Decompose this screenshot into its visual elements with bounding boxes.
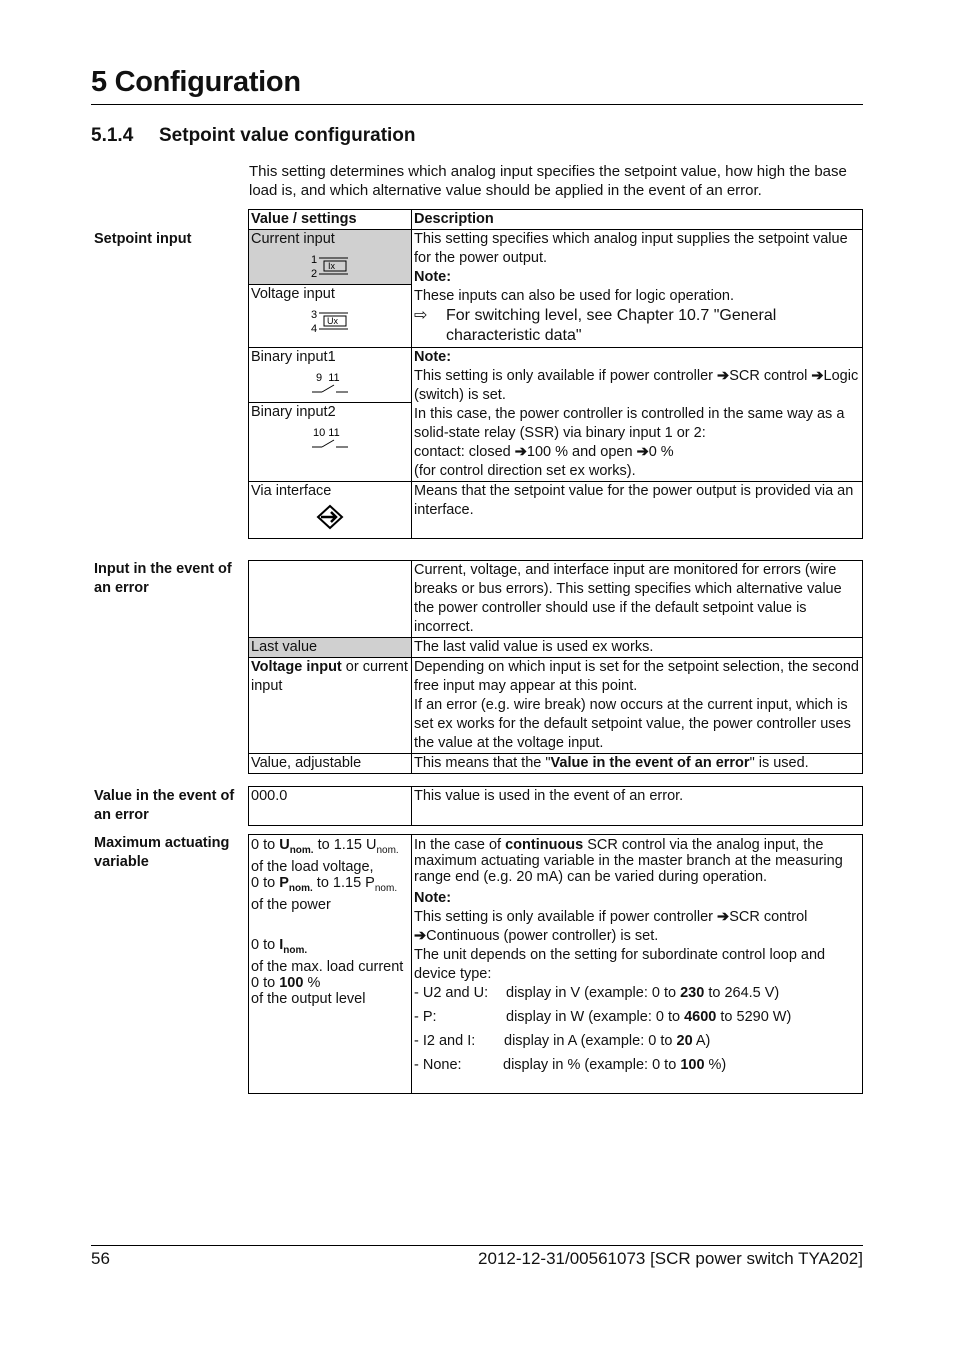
table-row [249, 482, 863, 539]
max-desc-p2: This setting is only available if power controller ➔SCR control ➔Continuous (power controller) is set. [414, 909, 808, 944]
table-row [249, 787, 863, 826]
document-reference: 2012-12-31/00561073 [SCR power switch TYA202] [478, 1249, 863, 1268]
voltage-current-label: Voltage input or current input [249, 658, 412, 754]
terminal-label-top: 3 [311, 309, 318, 321]
error-value: 000.0 [249, 787, 412, 826]
chapter-reference-text: For switching level, see Chapter 10.7 "General characteristic data" [446, 307, 777, 344]
binary-input2-label: Binary input2 [251, 404, 336, 420]
current-input-terminals-icon [310, 252, 350, 280]
side-label-value-error: Value in the event of an error [94, 788, 235, 823]
section-title: Setpoint value configuration [159, 125, 416, 146]
table-row [249, 561, 863, 638]
output-level-note: of the output level [251, 990, 366, 1007]
table-row [249, 230, 863, 285]
max-desc-p1: In the case of continuous SCR control via the analog input, the maximum actuating variable in the master branch at the measuring range end (e.g. 20 mA) can be varied during operation. [414, 837, 843, 885]
terminal-label-top: 1 [311, 254, 318, 266]
terminal-label-bottom: 2 [311, 268, 318, 280]
arrow-right-icon: ⇨ [414, 307, 428, 324]
page-number: 56 [91, 1249, 110, 1268]
icon-mid-text: Ux [327, 316, 338, 326]
last-value-desc: The last valid value is used ex works. [412, 638, 863, 658]
terminal-label-bottom: 4 [311, 323, 318, 335]
max-desc-note-block [414, 889, 860, 1075]
error-value-desc: This value is used in the event of an error. [412, 787, 863, 826]
table-header-row [249, 210, 863, 230]
current-input-cell [249, 230, 412, 285]
icon-mid-text: Ix [328, 261, 336, 271]
max-actuating-table [248, 834, 863, 1094]
col-header-value: Value / settings [249, 210, 412, 230]
binary-switch-icon [310, 370, 350, 398]
unit-item: - P: display in W (example: 0 to 4600 to 5290 W) [414, 1009, 792, 1025]
voltage-range-note: of the load voltage, [251, 858, 374, 875]
error-input-table [248, 560, 863, 774]
note-label: Note: [414, 349, 452, 365]
chapter-reference [414, 306, 860, 346]
arrow-icon: ➔ [717, 368, 730, 384]
interface-description: Means that the setpoint value for the power output is provided via an interface. [412, 482, 863, 539]
binary-terminals-label: 9 11 [316, 372, 340, 384]
analog-desc-p1: This setting specifies which analog input supplies the setpoint value for the power output. [414, 231, 848, 266]
side-label-setpoint-input: Setpoint input [94, 231, 192, 247]
power-range-note: of the power [251, 896, 331, 913]
table-row [249, 348, 863, 403]
arrow-icon: ➔ [811, 368, 824, 384]
side-label-max-actuating: Maximum actuating variable [94, 835, 230, 870]
value-adjustable-label: Value, adjustable [249, 754, 412, 774]
intro-paragraph: This setting determines which analog input specifies the setpoint value, how high the base load is, and which alternative value should be applied in the event of an error. [249, 163, 847, 199]
voltage-input-label: Voltage input [251, 286, 335, 302]
table-row [249, 638, 863, 658]
last-value-label: Last value [249, 638, 412, 658]
note-label: Note: [414, 269, 452, 285]
empty-cell [249, 561, 412, 638]
max-actuating-desc [412, 835, 863, 1094]
max-actuating-values [249, 835, 412, 1094]
error-value-table [248, 786, 863, 826]
binary-desc-p2: In this case, the power controller is controlled in the same way as a solid-state relay (SSR) via binary input 1 or 2: [414, 406, 845, 441]
binary-input-description [412, 348, 863, 482]
error-input-intro: Current, voltage, and interface input are monitored for errors (wire breaks or bus errors). This setting specifies which alternative value the power controller should use if the default setpoint value is incorrect. [412, 561, 863, 638]
voltage-input-terminals-icon [310, 307, 350, 335]
binary-input1-cell [249, 348, 412, 403]
arrow-icon: ➔ [717, 909, 730, 925]
interface-arrow-icon [316, 504, 344, 530]
analog-input-description [412, 230, 863, 348]
binary-desc-p4: (for control direction set ex works). [414, 463, 636, 479]
col-header-description: Description [412, 210, 863, 230]
current-range: 0 to $I_{nom.}$ [251, 936, 308, 956]
table-row [249, 835, 863, 1094]
table-row [249, 658, 863, 754]
current-input-label: Current input [251, 231, 335, 247]
binary-input2-cell [249, 403, 412, 482]
power-range: 0 to $P_{nom.}$ to 1.15 $P_{nom.}$ [251, 874, 398, 894]
binary-desc-p1: This setting is only available if power controller ➔SCR control ➔Logic (switch) is set. [414, 368, 859, 403]
current-range-note: of the max. load current [251, 958, 404, 975]
value-adjustable-desc: This means that the "Value in the event of an error" is used. [412, 754, 863, 774]
max-desc-p3: The unit depends on the setting for subordinate control loop and device type: [414, 947, 826, 982]
binary-input1-label: Binary input1 [251, 349, 336, 365]
output-level-range: 0 to 100 % [251, 974, 321, 991]
voltage-range: 0 to $U_{nom.}$ to 1.15 $U_{nom.}$ [251, 837, 399, 856]
voltage-current-desc: Depending on which input is set for the setpoint selection, the second free input may appear at this point. If an error (e.g. wire break) now occurs at the current input, which is set ex works for the default setpoint value, the power controller uses the value at the voltage input. [412, 658, 863, 754]
note-label: Note: [414, 890, 452, 906]
unit-item: - None: display in % (example: 0 to 100 %) [414, 1057, 727, 1073]
voltage-input-cell [249, 285, 412, 348]
unit-item: - I2 and I: display in A (example: 0 to 20 A) [414, 1033, 711, 1049]
unit-item: - U2 and U: display in V (example: 0 to 230 to 264.5 V) [414, 985, 780, 1001]
header-rule [91, 104, 863, 105]
section-heading [91, 125, 416, 147]
binary-switch-icon [310, 425, 350, 453]
analog-desc-p2: These inputs can also be used for logic operation. [414, 288, 735, 304]
binary-terminals-label: 10 11 [313, 427, 340, 439]
section-number: 5.1.4 [91, 125, 134, 146]
via-interface-cell [249, 482, 412, 539]
footer-rule [91, 1245, 863, 1246]
setpoint-input-table [248, 209, 863, 539]
side-label-input-error: Input in the event of an error [94, 561, 232, 596]
arrow-icon: ➔ [636, 444, 649, 460]
chapter-title: 5 Configuration [91, 66, 301, 98]
table-row [249, 754, 863, 774]
via-interface-label: Via interface [251, 483, 332, 499]
arrow-icon: ➔ [414, 928, 427, 944]
arrow-icon: ➔ [514, 444, 527, 460]
binary-desc-p3: contact: closed ➔100 % and open ➔0 % [414, 444, 674, 460]
